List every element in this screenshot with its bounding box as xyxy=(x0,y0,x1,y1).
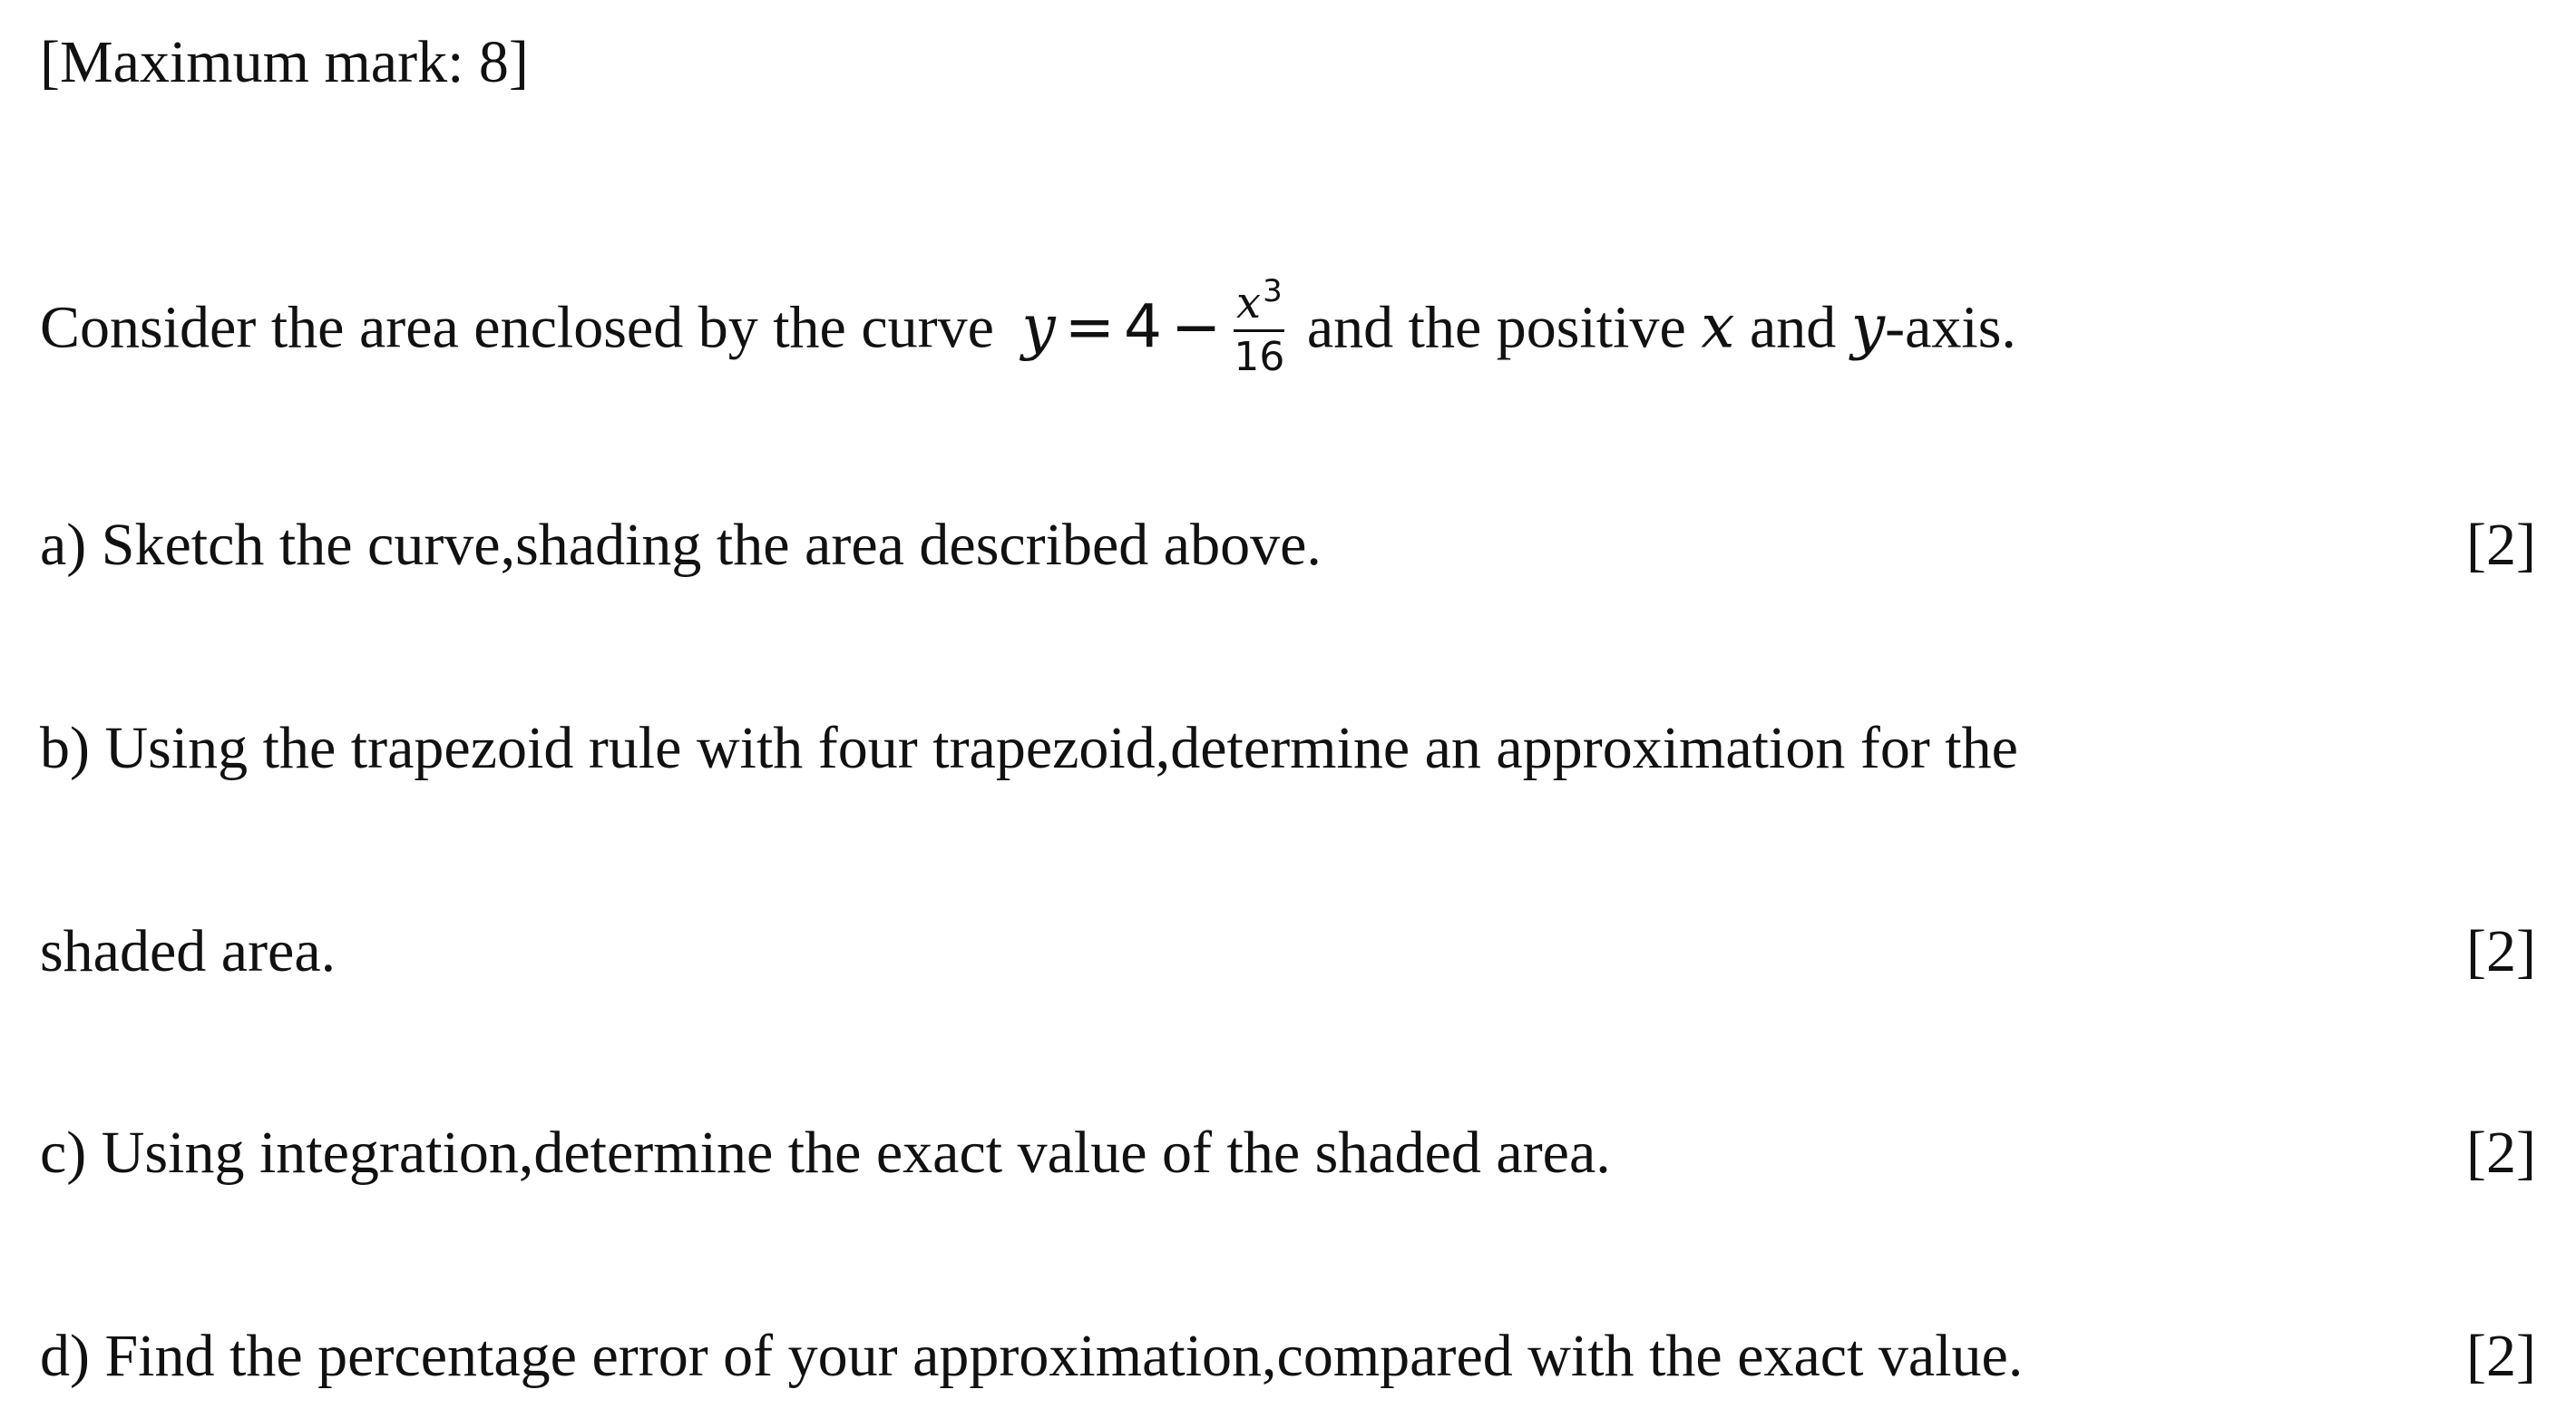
intro-statement xyxy=(40,273,2016,386)
equation-four: 4 xyxy=(1124,291,1163,362)
equation-y: y xyxy=(1021,291,1056,362)
question-d-text: d) Find the percentage error of your approximation,compared with the exact value. xyxy=(40,1323,2024,1389)
question-b-text-line2: shaded area. xyxy=(40,918,337,984)
intro-text-before: Consider the area enclosed by the curve xyxy=(40,294,994,361)
intro-text-end: -axis. xyxy=(1885,294,2016,361)
intro-text-mid: and the positive xyxy=(1306,294,1686,361)
question-a-text: a) Sketch the curve,shading the area described above. xyxy=(40,512,1322,578)
question-c-marks: [2] xyxy=(2466,1120,2536,1186)
question-c-text: c) Using integration,determine the exact value of the shaded area. xyxy=(40,1120,1611,1186)
question-a-marks: [2] xyxy=(2466,512,2536,578)
fraction-numerator xyxy=(1234,273,1284,332)
question-b-marks: [2] xyxy=(2466,918,2536,984)
fraction-denominator: 16 xyxy=(1234,334,1285,381)
equation-minus: − xyxy=(1171,291,1222,362)
equation-fraction xyxy=(1234,273,1285,381)
question-b-text-line1: b) Using the trapezoid rule with four trapezoid,determine an approximation for the xyxy=(40,715,2018,781)
equation-equals: = xyxy=(1064,291,1116,362)
intro-var-y: y xyxy=(1850,291,1886,362)
intro-text-and: and xyxy=(1750,294,1837,361)
intro-var-x: x xyxy=(1701,291,1735,362)
fraction-exponent: 3 xyxy=(1263,273,1283,309)
maximum-mark-header: [Maximum mark: 8] xyxy=(40,29,529,95)
fraction-variable: x xyxy=(1235,278,1262,328)
question-d-marks: [2] xyxy=(2466,1323,2536,1389)
